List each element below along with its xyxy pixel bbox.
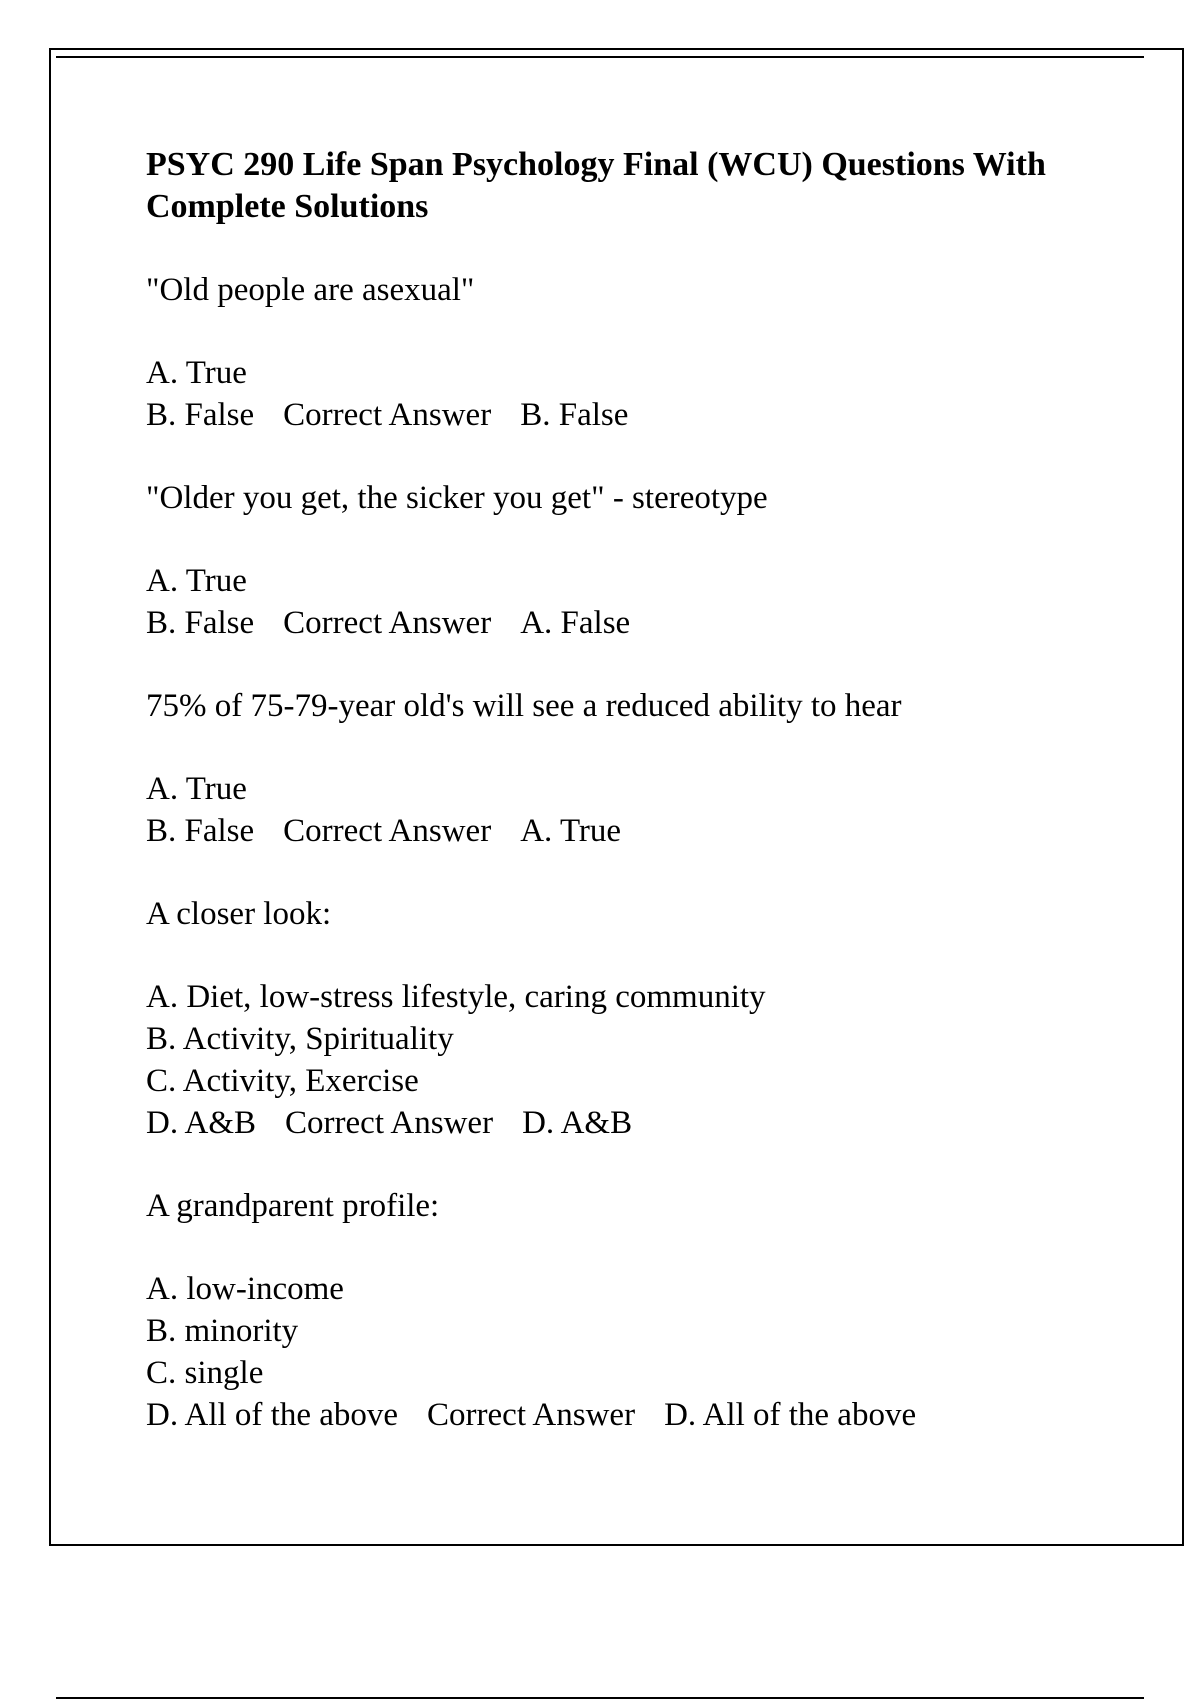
option: A. low-income: [146, 1271, 344, 1307]
top-rule: [56, 56, 1144, 58]
question-text: "Older you get, the sicker you get" - stereotype: [146, 480, 768, 516]
answer-value: B. False: [520, 397, 629, 433]
answer-value: D. A&B: [522, 1105, 633, 1141]
option: A. True: [146, 771, 247, 807]
question-item: [146, 269, 1146, 436]
answer-value: D. All of the above: [664, 1397, 917, 1433]
question-text: "Old people are asexual": [146, 272, 475, 308]
final-option-line: [146, 810, 1146, 852]
final-option-line: [146, 602, 1146, 644]
option: D. A&B: [146, 1105, 257, 1141]
option: C. single: [146, 1355, 264, 1391]
option: B. minority: [146, 1313, 299, 1349]
bottom-rule: [56, 1697, 1144, 1699]
question-item: [146, 685, 1146, 852]
option: B. False: [146, 397, 255, 433]
option: B. False: [146, 813, 255, 849]
question-text: 75% of 75-79-year old's will see a reduced ability to hear: [146, 688, 902, 724]
question-item: [146, 1185, 1146, 1436]
final-option-line: [146, 394, 1146, 436]
option: B. Activity, Spirituality: [146, 1021, 454, 1057]
option: C. Activity, Exercise: [146, 1063, 419, 1099]
document-title: PSYC 290 Life Span Psychology Final (WCU) Questions With Complete Solutions: [146, 146, 1046, 225]
question-item: [146, 477, 1146, 644]
answer-label: Correct Answer: [283, 813, 492, 849]
answer-label: Correct Answer: [427, 1397, 636, 1433]
final-option-line: [146, 1394, 1146, 1436]
answer-label: Correct Answer: [283, 605, 492, 641]
option: A. Diet, low-stress lifestyle, caring community: [146, 979, 766, 1015]
answer-value: A. True: [520, 813, 622, 849]
answer-label: Correct Answer: [283, 397, 492, 433]
answer-value: A. False: [520, 605, 631, 641]
option: A. True: [146, 355, 247, 391]
document-body: [146, 144, 1146, 1477]
option: D. All of the above: [146, 1397, 399, 1433]
question-text: A closer look:: [146, 896, 332, 932]
question-text: A grandparent profile:: [146, 1188, 440, 1224]
question-item: [146, 893, 1146, 1144]
final-option-line: [146, 1102, 1146, 1144]
answer-label: Correct Answer: [285, 1105, 494, 1141]
option: A. True: [146, 563, 247, 599]
option: B. False: [146, 605, 255, 641]
